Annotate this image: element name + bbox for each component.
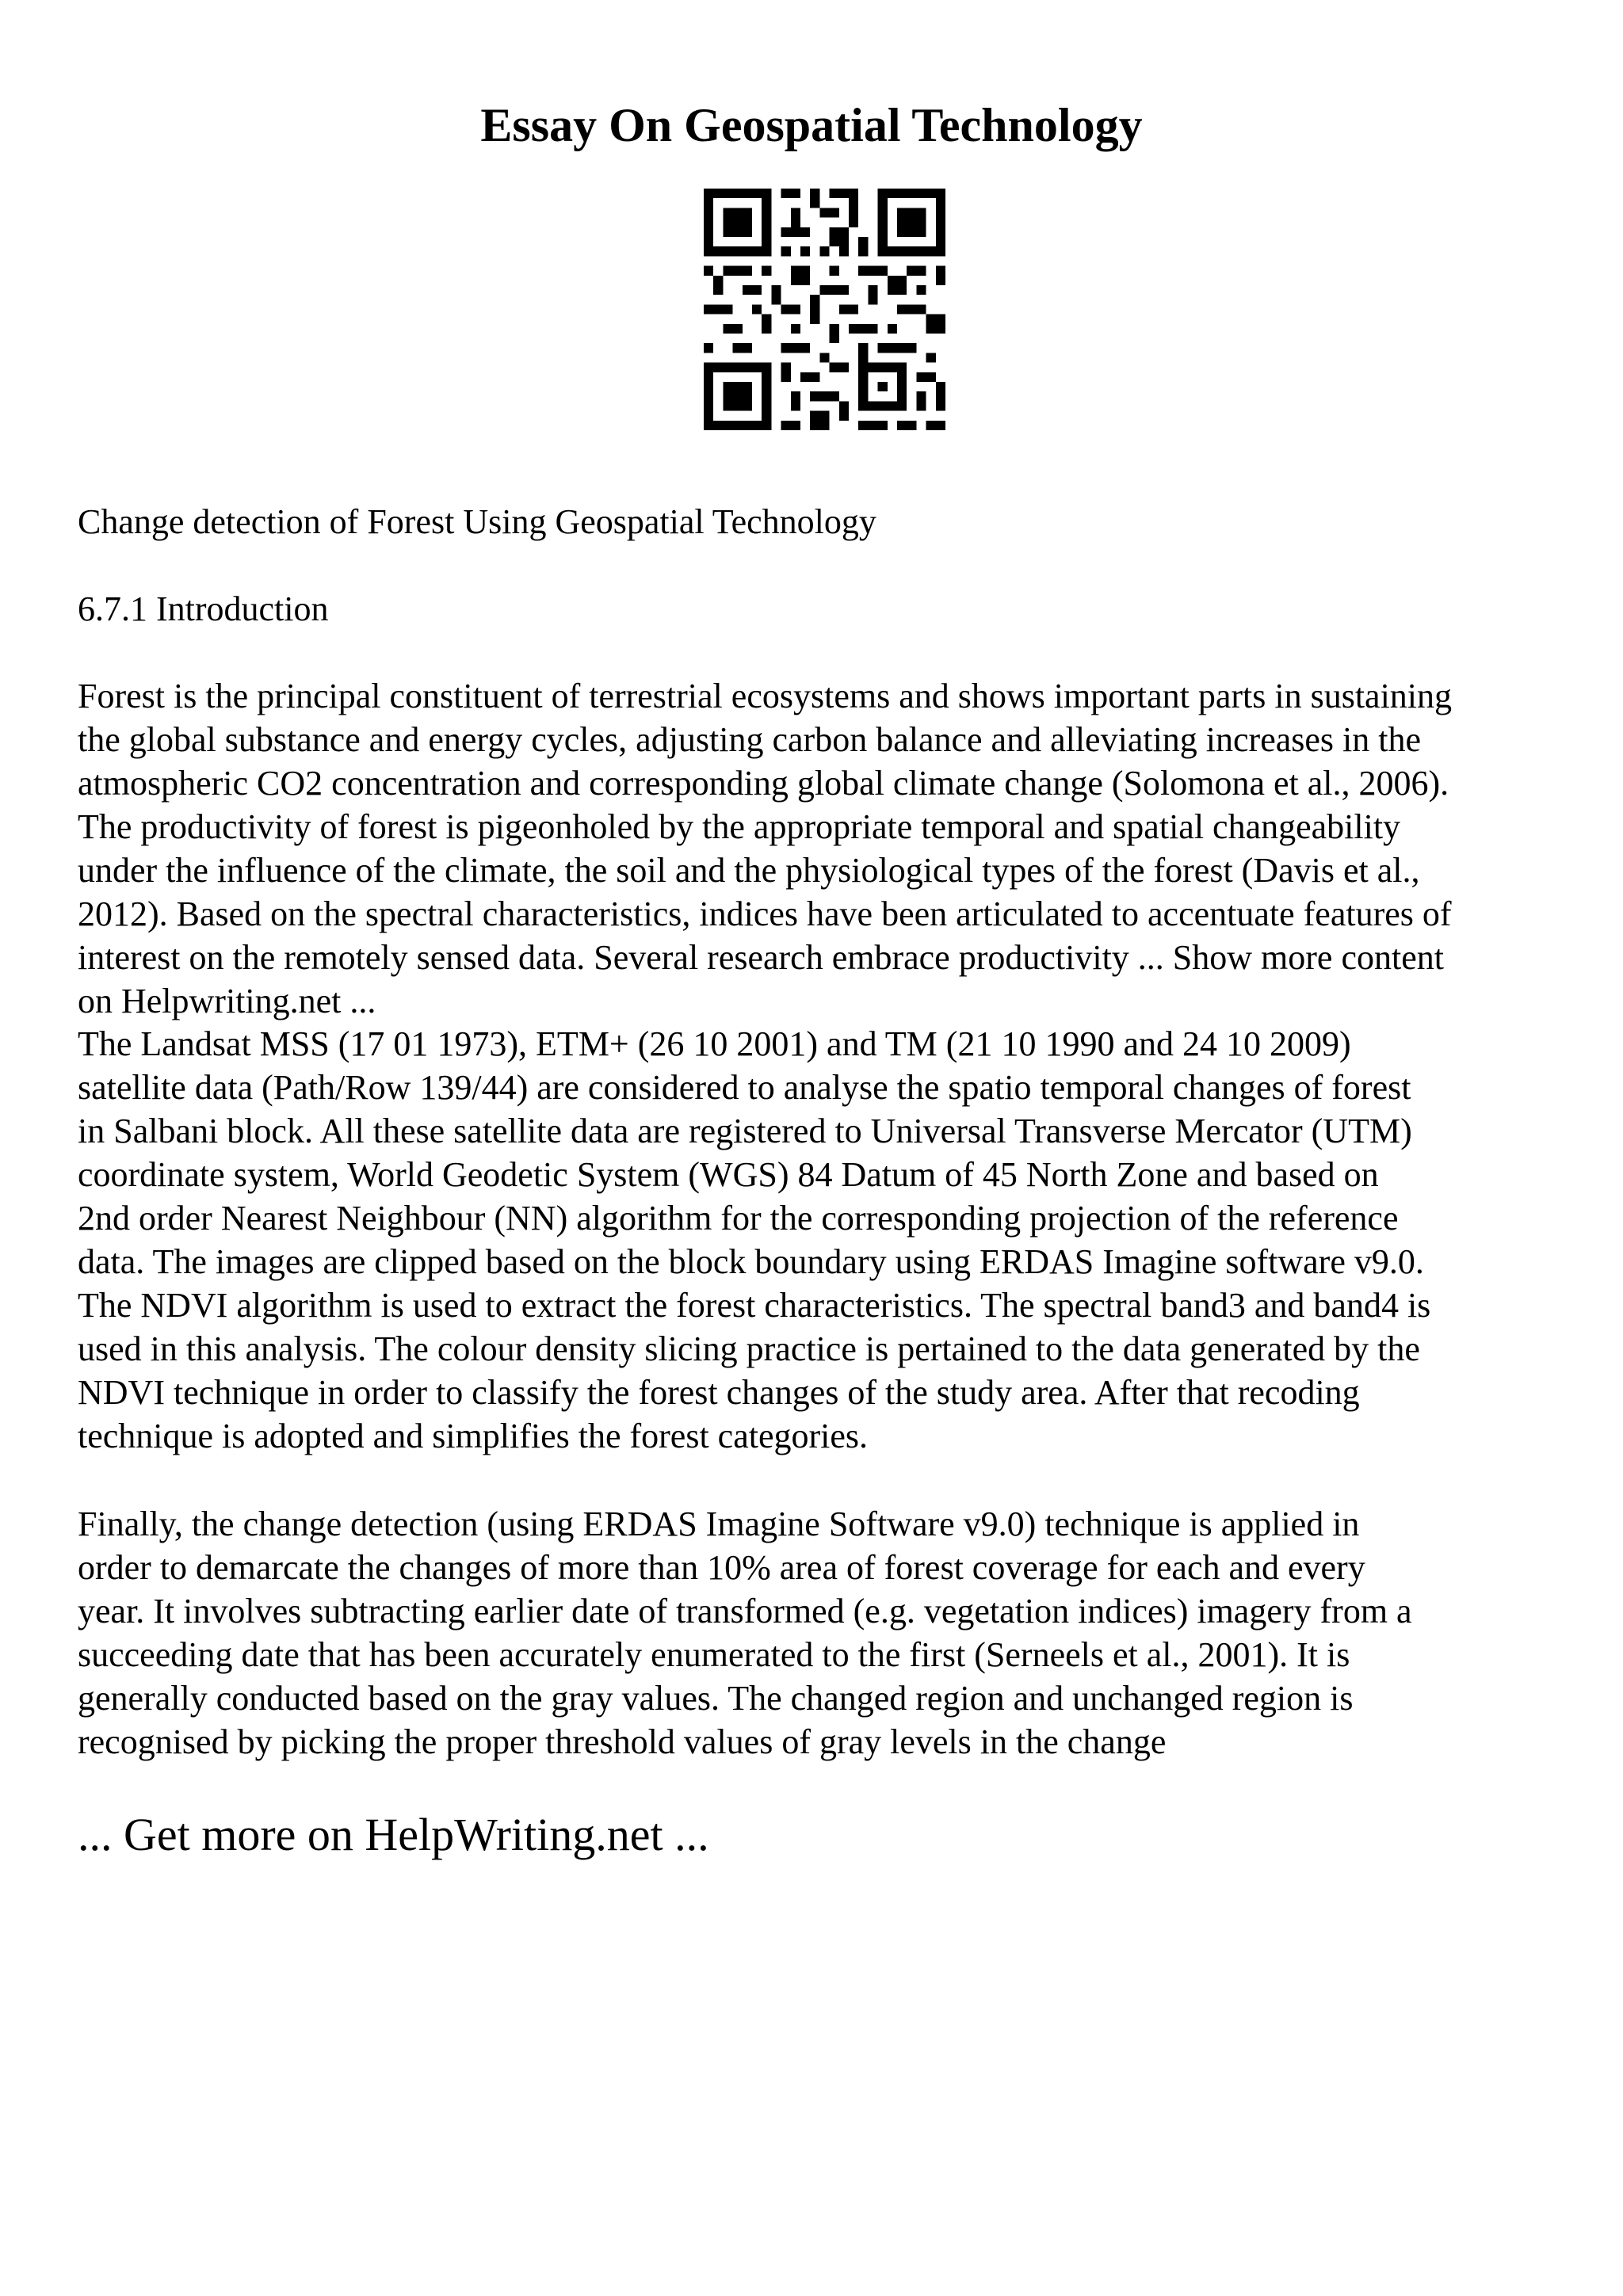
- paragraph: Finally, the change detection (using ERDAS Imagine Software v9.0) technique is applied in order to demarcate the changes of more than 10% area of forest coverage for each and every year. It involves subtracting earlier date of transformed (e.g. vegetation indices) imagery from a succeeding date that has been accurately enumerated to the first (Serneels et al., 2001). It is generally conducted based on the gray values. The changed region and unchanged region is recognised by picking the proper threshold values of gray levels in the change: [78, 1505, 1412, 1761]
- essay-subtitle: Change detection of Forest Using Geospatial Technology: [78, 502, 876, 541]
- page-title: Essay On Geospatial Technology: [480, 99, 1143, 151]
- qr-code-icon: [704, 189, 945, 430]
- get-more-link[interactable]: ... Get more on HelpWriting.net ...: [78, 1809, 709, 1860]
- paragraph: The productivity of forest is pigeonholed by the appropriate temporal and spatial changeability under the influence of the climate, the soil and the physiological types of the forest (Davis et al., 2012). Based on the spectral characteristics, indices have been articulated to accentuate features of interest on the remotely sensed data. Several research embrace productivity ... Show more content on Helpwriting.net ...: [78, 807, 1452, 1020]
- paragraph: Forest is the principal constituent of terrestrial ecosystems and shows important parts in sustaining the global substance and energy cycles, adjusting carbon balance and alleviating increases in the atmospheric CO2 concentration and corresponding global climate change (Solomona et al., 2006).: [78, 677, 1453, 803]
- paragraph: The Landsat MSS (17 01 1973), ETM+ (26 10 2001) and TM (21 10 1990 and 24 10 2009) satellite data (Path/Row 139/44) are considered to analyse the spatio temporal changes of forest in Salbani block. All these satellite data are registered to Universal Transverse Mercator (UTM) coordinate system, World Geodetic System (WGS) 84 Datum of 45 North Zone and based on 2nd order Nearest Neighbour (NN) algorithm for the corresponding projection of the reference data. The images are clipped based on the block boundary using ERDAS Imagine software v9.0. The NDVI algorithm is used to extract the forest characteristics. The spectral band3 and band4 is used in this analysis. The colour density slicing practice is pertained to the data generated by the NDVI technique in order to classify the forest changes of the study area. After that recoding technique is adopted and simplifies the forest categories.: [78, 1024, 1431, 1455]
- section-heading: 6.7.1 Introduction: [78, 589, 329, 628]
